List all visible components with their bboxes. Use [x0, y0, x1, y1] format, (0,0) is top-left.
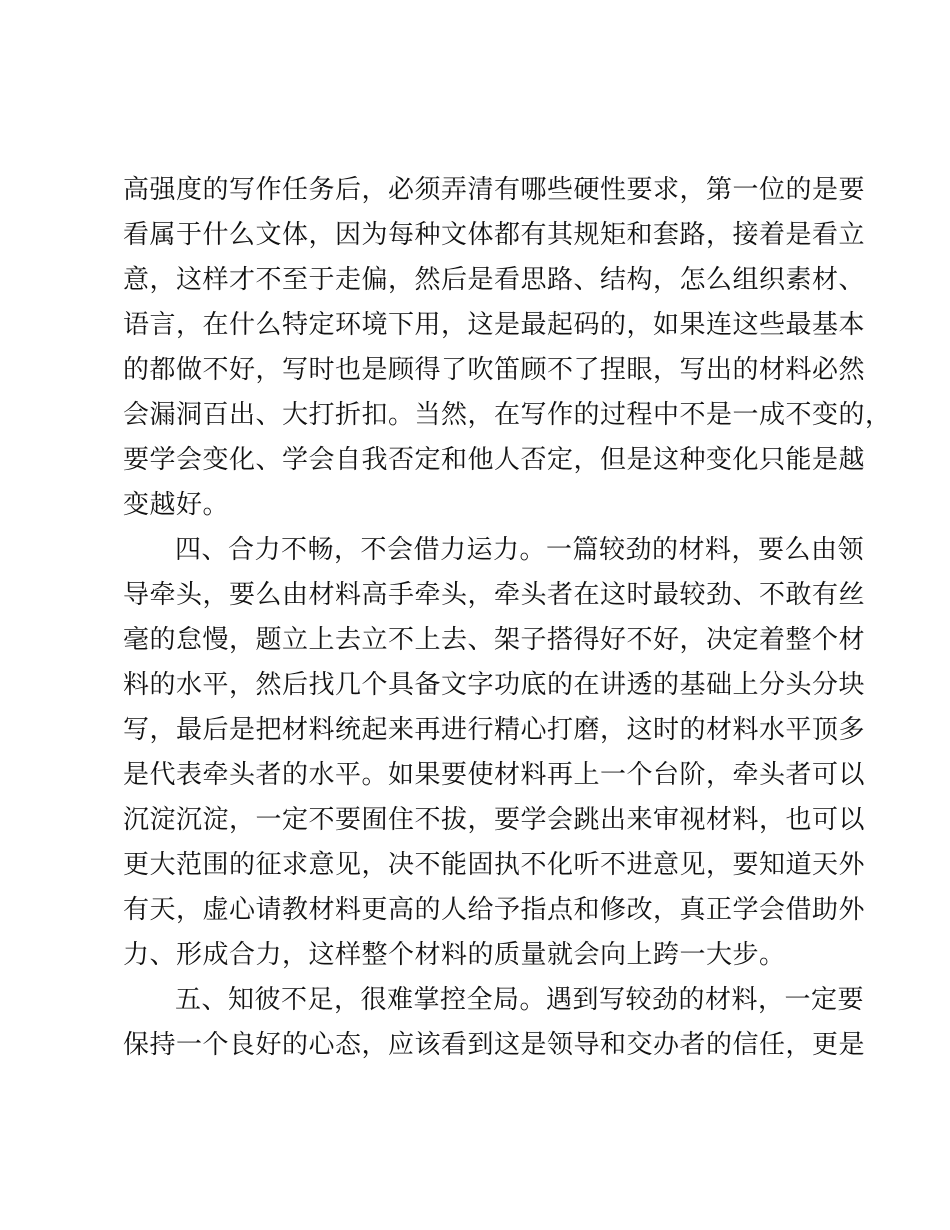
text-line: 沉淀沉淀，一定不要囿住不拔，要学会跳出来审视材料，也可以: [123, 805, 866, 835]
text-line: 语言，在什么特定环境下用，这是最起码的，如果连这些最基本: [123, 310, 866, 340]
paragraph-1: [123, 168, 892, 528]
text-line: 的都做不好，写时也是顾得了吹笛顾不了捏眼，写出的材料必然: [123, 355, 866, 385]
text-line: 要学会变化、学会自我否定和他人否定，但是这种变化只能是越: [123, 445, 866, 475]
text-line: 会漏洞百出、大打折扣。当然，在写作的过程中不是一成不变的，: [123, 400, 892, 430]
body-text: [123, 168, 892, 1068]
text-line: 变越好。: [123, 490, 230, 520]
text-line: 保持一个良好的心态，应该看到这是领导和交办者的信任，更是: [123, 1030, 866, 1060]
text-line: 料的水平，然后找几个具备文字功底的在讲透的基础上分头分块: [123, 670, 866, 700]
text-line: 写，最后是把材料统起来再进行精心打磨，这时的材料水平顶多: [123, 715, 866, 745]
text-line: 高强度的写作任务后，必须弄清有哪些硬性要求，第一位的是要: [123, 175, 866, 205]
text-line: 意，这样才不至于走偏，然后是看思路、结构，怎么组织素材、: [123, 265, 866, 295]
text-line: 力、形成合力，这样整个材料的质量就会向上跨一大步。: [123, 940, 786, 970]
text-line: 是代表牵头者的水平。如果要使材料再上一个台阶，牵头者可以: [123, 760, 866, 790]
text-line: 五、知彼不足，很难掌控全局。遇到写较劲的材料，一定要: [175, 985, 865, 1015]
text-line: 导牵头，要么由材料高手牵头，牵头者在这时最较劲、不敢有丝: [123, 580, 866, 610]
paragraph-3: [123, 978, 866, 1068]
text-line: 四、合力不畅，不会借力运力。一篇较劲的材料，要么由领: [175, 535, 865, 565]
text-line: 更大范围的征求意见，决不能固执不化听不进意见，要知道天外: [123, 850, 866, 880]
text-line: 毫的怠慢，题立上去立不上去、架子搭得好不好，决定着整个材: [123, 625, 866, 655]
text-line: 看属于什么文体，因为每种文体都有其规矩和套路，接着是看立: [123, 220, 866, 250]
text-line: 有天，虚心请教材料更高的人给予指点和修改，真正学会借助外: [123, 895, 866, 925]
paragraph-2: [123, 528, 866, 978]
